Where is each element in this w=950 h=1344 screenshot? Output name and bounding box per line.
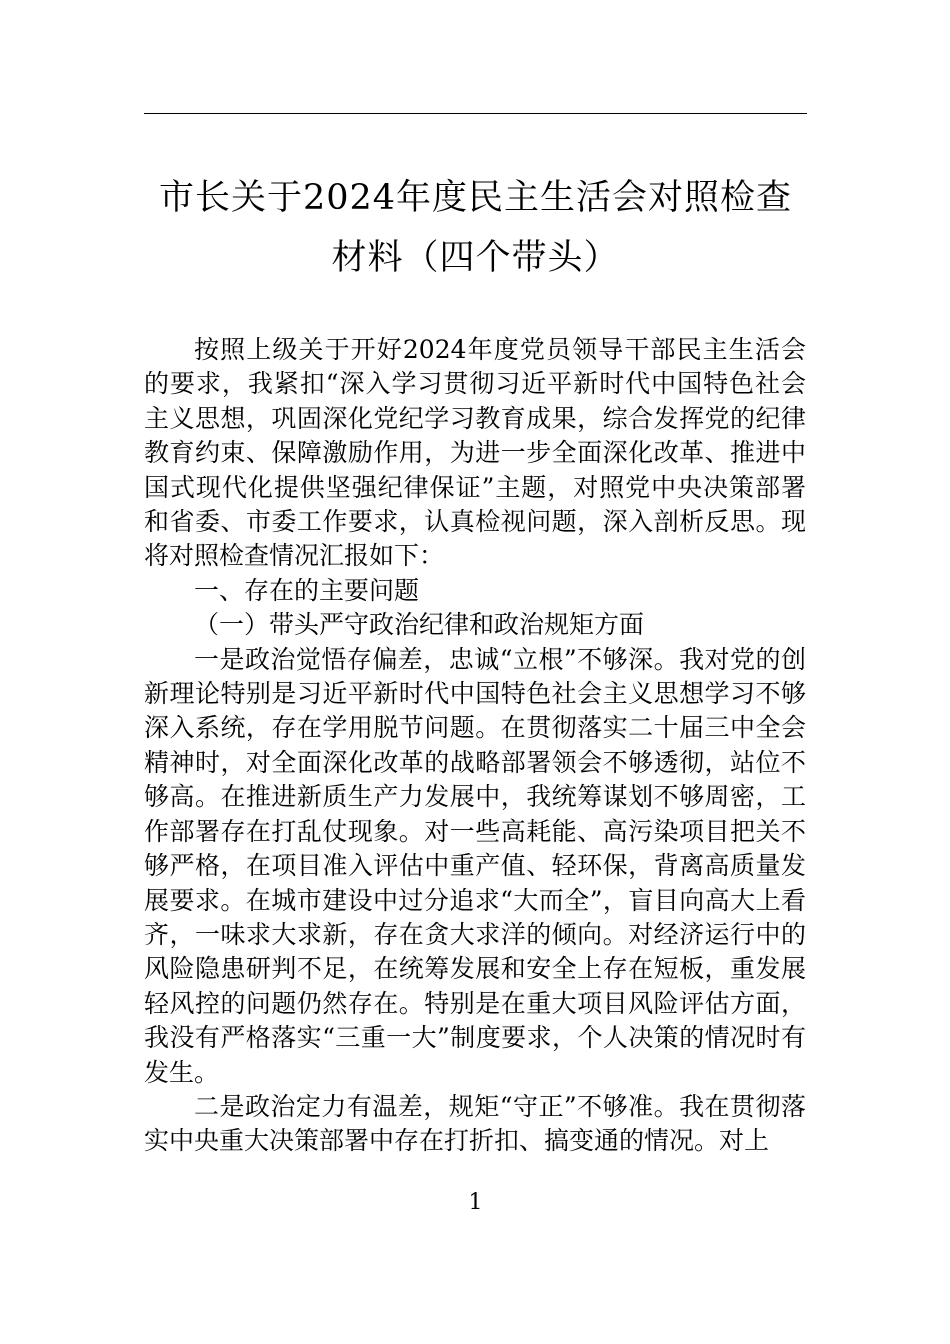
section-heading: 一、存在的主要问题 xyxy=(194,575,420,605)
document-body xyxy=(144,333,806,1159)
header-rule xyxy=(144,113,807,114)
page-number: 1 xyxy=(468,1190,483,1215)
intro-paragraph: 按照上级关于开好2024年度党员领导干部民主生活会的要求，我紧扣“深入学习贯彻习近平新时代中国特色社会主义思想，巩固深化党纪学习教育成果，综合发挥党的纪律教育约束、保障激励作用，为进一步全面深化改革、推进中国式现代化提供坚强纪律保证”主题，对照党中央决策部署和省委、市委工作要求，认真检视问题，深入剖析反思。现将对照检查情况汇报如下： xyxy=(144,335,806,571)
subsection-heading: （一）带头严守政治纪律和政治规矩方面 xyxy=(194,610,645,640)
document-title: 市长关于2024年度民主生活会对照检查材料（四个带头） xyxy=(158,178,793,278)
body-paragraph-1: 一是政治觉悟存偏差，忠诚“立根”不够深。我对党的创新理论特别是习近平新时代中国特色社会主义思想学习不够深入系统，存在学用脱节问题。在贯彻落实二十届三中全会精神时，对全面深化改革的战略部署领会不够透彻，站位不够高。在推进新质生产力发展中，我统筹谋划不够周密，工作部署存在打乱仗现象。对一些高耗能、高污染项目把关不够严格，在项目准入评估中重产值、轻环保，背离高质量发展要求。在城市建设中过分追求“大而全”，盲目向高大上看齐，一味求大求新，存在贪大求洋的倾向。对经济运行中的风险隐患研判不足，在统筹发展和安全上存在短板，重发展轻风控的问题仍然存在。特别是在重大项目风险评估方面，我没有严格落实“三重一大”制度要求，个人决策的情况时有发生。 xyxy=(144,644,806,1087)
body-paragraph-2: 二是政治定力有温差，规矩“守正”不够准。我在贯彻落实中央重大决策部署中存在打折扣、搞变通的情况。对上 xyxy=(144,1091,806,1156)
